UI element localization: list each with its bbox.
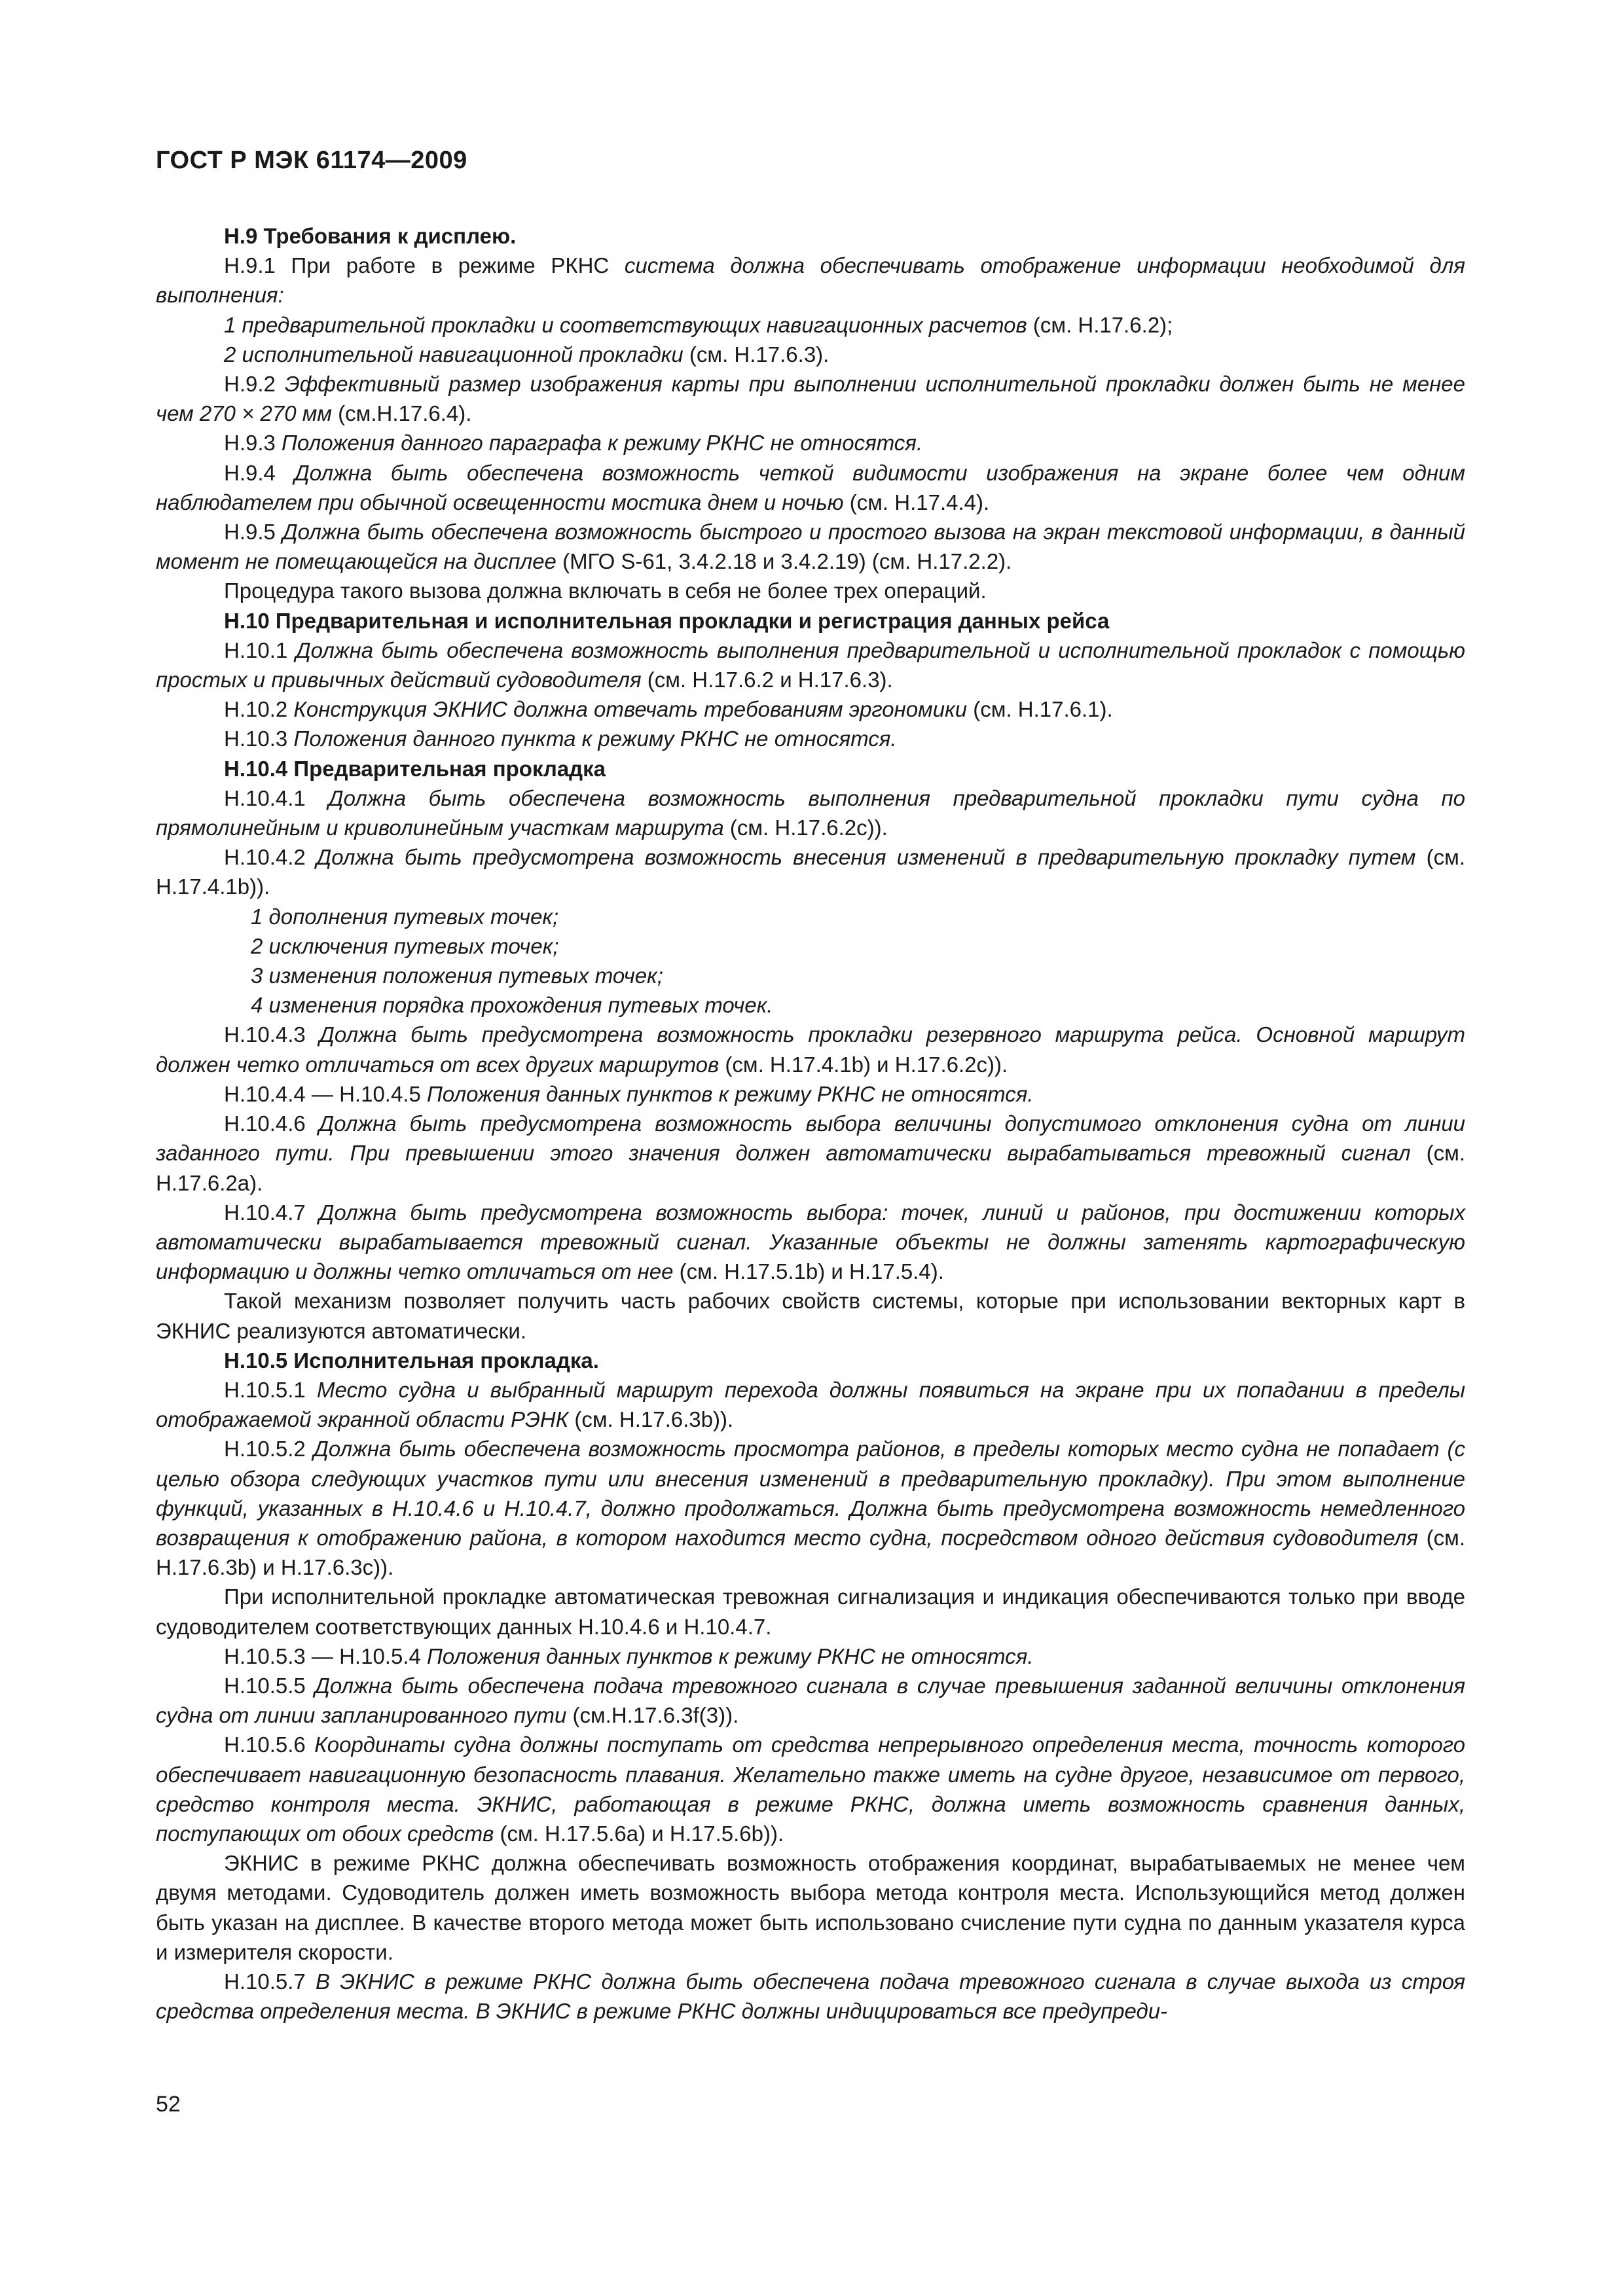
italic-text: 1 предварительной прокладки и соответствующих навигационных расчетов	[224, 312, 1027, 337]
paragraph	[156, 694, 1465, 724]
paragraph	[156, 576, 1465, 605]
italic-text: Должна быть предусмотрена возможность внесения изменений в предварительную прокладку путем	[316, 845, 1416, 870]
text-run: При исполнительной прокладке автоматическая тревожная сигнализация и индикация обеспечиваются только при вводе судоводителем соответствующих данных Н.10.4.6 и Н.10.4.7.	[156, 1585, 1465, 1639]
text-run: Процедура такого вызова должна включать в себя не более трех операций.	[224, 579, 987, 603]
text-run: Н.10.1	[224, 637, 296, 662]
document-body	[156, 221, 1465, 2026]
text-run: Н.9.2	[224, 372, 285, 397]
paragraph	[156, 428, 1465, 457]
text-run: Н.10.4.3	[224, 1022, 319, 1047]
document-header: ГОСТ Р МЭК 61174—2009	[156, 147, 467, 174]
text-run: (см. Н.17.4.4).	[843, 490, 990, 514]
list-item	[156, 990, 1465, 1020]
text-run: Н.9.4	[224, 460, 295, 485]
text-run: (см. Н.17.5.6а) и Н.17.5.6b)).	[494, 1821, 784, 1846]
italic-text: Должна быть предусмотрена возможность выбора: точек, линий и районов, при достижении которых автоматически вырабатывается тревожный сигнал. Указанные объекты не должны затенять картографическую информацию и должны четко отличаться от нее	[156, 1200, 1465, 1284]
text-run: Н.10.5.3 — Н.10.5.4	[224, 1643, 428, 1668]
list-item	[156, 931, 1465, 961]
text-run: Н.9.1 При работе в режиме РКНС	[224, 253, 625, 278]
paragraph	[156, 251, 1465, 310]
text-run: Н.10 Предварительная и исполнительная прокладки и регистрация данных рейса	[224, 608, 1110, 633]
paragraph	[156, 517, 1465, 576]
text-run: Н.9 Требования к дисплею.	[224, 224, 517, 248]
text-run: (см. Н.17.6.2а).	[156, 1141, 1465, 1195]
paragraph	[156, 1434, 1465, 1582]
text-run: Н.10.4.6	[224, 1111, 319, 1136]
text-run: Н.10.5.5	[224, 1673, 315, 1698]
text-run: (см. Н.17.6.2);	[1027, 312, 1173, 337]
text-run: (см. Н.17.4.1b) и Н.17.6.2с)).	[719, 1052, 1008, 1077]
paragraph	[156, 1079, 1465, 1109]
text-run: (см. Н.17.4.1b)).	[156, 845, 1465, 899]
paragraph	[156, 1109, 1465, 1198]
text-run: (см. Н.17.6.3b)).	[568, 1407, 734, 1432]
text-run: Н.10.3	[224, 726, 294, 751]
paragraph	[156, 1375, 1465, 1434]
italic-text: Положения данных пунктов к режиму РКНС не относятся.	[427, 1643, 1034, 1668]
italic-text: Положения данного пункта к режиму РКНС не относятся.	[293, 726, 897, 751]
paragraph	[156, 1020, 1465, 1079]
italic-text: Конструкция ЭКНИС должна отвечать требованиям эргономики	[293, 697, 968, 722]
text-run: (см. Н.17.6.3b) и Н.17.6.3с)).	[156, 1525, 1465, 1580]
list-item	[156, 961, 1465, 990]
paragraph	[156, 369, 1465, 428]
paragraph	[156, 636, 1465, 694]
italic-text: Положения данных пунктов к режиму РКНС не относятся.	[427, 1081, 1034, 1106]
italic-text: 4 изменения порядка прохождения путевых точек.	[251, 993, 773, 1018]
italic-text: система должна обеспечивать отображение информации необходимой для выполнения:	[156, 253, 1465, 308]
text-run: Н.10.4.7	[224, 1200, 319, 1225]
text-run: (см. Н.17.6.2с)).	[723, 816, 888, 840]
text-run: Н.9.3	[224, 431, 282, 456]
paragraph	[156, 1286, 1465, 1345]
section-heading	[156, 754, 1465, 783]
italic-text: 2 исключения путевых точек;	[251, 933, 559, 958]
italic-text: Должна быть обеспечена возможность выполнения предварительной прокладки пути судна по прямолинейным и криволинейным участкам маршрута	[156, 785, 1465, 840]
text-run: Н.10.4.1	[224, 785, 329, 810]
text-run: Н.9.5	[224, 520, 283, 545]
paragraph	[156, 1198, 1465, 1287]
italic-text: Место судна и выбранный маршрут перехода должны появиться на экране при их попадании в пределы отображаемой экранной области РЭНК	[156, 1377, 1466, 1432]
text-run: Н.10.5 Исполнительная прокладка.	[224, 1348, 599, 1372]
paragraph	[156, 783, 1465, 842]
paragraph	[156, 1730, 1465, 1848]
text-run: Н.10.5.6	[224, 1732, 315, 1757]
text-run: Н.10.2	[224, 697, 294, 722]
paragraph	[156, 458, 1465, 517]
italic-text: Должна быть обеспечена возможность просмотра районов, в пределы которых место судна не попадает (с целью обзора следующих участков пути или внесения изменений в предварительную прокладку). При этом выполнение функций, указанных в Н.10.4.6 и Н.10.4.7, должно продолжаться. Должна быть предусмотрена возможность немедленного возвращения к отображению района, в котором находится место судна, посредством одного действия судоводителя	[156, 1437, 1465, 1550]
text-run: (см. Н.17.6.2 и Н.17.6.3).	[641, 668, 893, 692]
text-run: Н.10.4.4 — Н.10.4.5	[224, 1081, 428, 1106]
text-run: Н.10.4.2	[224, 845, 316, 870]
paragraph	[156, 724, 1465, 753]
italic-text: 2 исполнительной навигационной прокладки	[224, 342, 684, 367]
italic-text: Положения данного параграфа к режиму РКНС не относятся.	[282, 431, 923, 456]
italic-text: 3 изменения положения путевых точек;	[251, 963, 663, 988]
page-number: 52	[156, 2092, 181, 2117]
paragraph	[156, 842, 1465, 901]
italic-text: Координаты судна должны поступать от средства непрерывного определения места, точность которого обеспечивает навигационную безопасность плавания. Желательно также иметь на судне другое, независимое от первого, средство контроля места. ЭКНИС, работающая в режиме РКНС, должна иметь возможность сравнения данных, поступающих от обоих средств	[156, 1732, 1465, 1846]
text-run: (см.Н.17.6.4).	[332, 401, 472, 426]
text-run: ЭКНИС в режиме РКНС должна обеспечивать возможность отображения координат, вырабатываемых не менее чем двумя методами. Судоводитель должен иметь возможность выбора метода контроля места. Использующийся метод должен быть указан на дисплее. В качестве второго метода может быть использовано счисление пути судна по данным указателя курса и измерителя скорости.	[156, 1851, 1465, 1964]
italic-text: В ЭКНИС в режиме РКНС должна быть обеспечена подача тревожного сигнала в случае выхода из строя средства определения места. В ЭКНИС в режиме РКНС должны индицироваться все предупреди-	[156, 1969, 1465, 2024]
text-run: (МГО S-61, 3.4.2.18 и 3.4.2.19) (см. Н.17.2.2).	[556, 549, 1012, 574]
text-run: (см. Н.17.5.1b) и Н.17.5.4).	[673, 1259, 944, 1284]
paragraph	[156, 1967, 1465, 2026]
section-heading	[156, 1346, 1465, 1375]
italic-text: Должна быть обеспечена возможность четкой видимости изображения на экране более чем одним наблюдателем при обычной освещенности мостика днем и ночью	[156, 460, 1466, 514]
italic-text: Должна быть предусмотрена возможность прокладки резервного маршрута рейса. Основной маршрут должен четко отличаться от всех других маршрутов	[156, 1022, 1465, 1077]
italic-text: Должна быть предусмотрена возможность выбора величины допустимого отклонения судна от линии заданного пути. При превышении этого значения должен автоматически вырабатываться тревожный сигнал	[156, 1111, 1466, 1166]
paragraph	[156, 1671, 1465, 1730]
text-run: Такой механизм позволяет получить часть рабочих свойств системы, которые при использовании векторных карт в ЭКНИС реализуются автоматически.	[156, 1289, 1465, 1343]
paragraph	[156, 1848, 1465, 1967]
text-run: Н.10.5.2	[224, 1437, 314, 1462]
paragraph	[156, 340, 1465, 369]
paragraph	[156, 1582, 1465, 1641]
text-run: Н.10.5.7	[224, 1969, 316, 1994]
text-run: (см. Н.17.6.3).	[683, 342, 830, 367]
paragraph	[156, 310, 1465, 340]
list-item	[156, 902, 1465, 931]
text-run: (см. Н.17.6.1).	[967, 697, 1113, 722]
text-run: (см.Н.17.6.3f(3)).	[566, 1703, 739, 1728]
section-heading	[156, 606, 1465, 636]
text-run: Н.10.4 Предварительная прокладка	[224, 756, 606, 781]
italic-text: Должна быть обеспечена возможность выполнения предварительной и исполнительной прокладок с помощью простых и привычных действий судоводителя	[156, 637, 1465, 692]
italic-text: 1 дополнения путевых точек;	[251, 904, 559, 929]
italic-text: Должна быть обеспечена возможность быстрого и простого вызова на экран текстовой информации, в данный момент не помещающейся на дисплее	[156, 520, 1465, 574]
text-run: Н.10.5.1	[224, 1377, 317, 1402]
italic-text: Должна быть обеспечена подача тревожного сигнала в случае превышения заданной величины отклонения судна от линии запланированного пути	[156, 1673, 1465, 1728]
paragraph	[156, 1641, 1465, 1671]
section-heading	[156, 221, 1465, 251]
italic-text: Эффективный размер изображения карты при выполнении исполнительной прокладки должен быть не менее чем 270 × 270 мм	[156, 372, 1465, 426]
